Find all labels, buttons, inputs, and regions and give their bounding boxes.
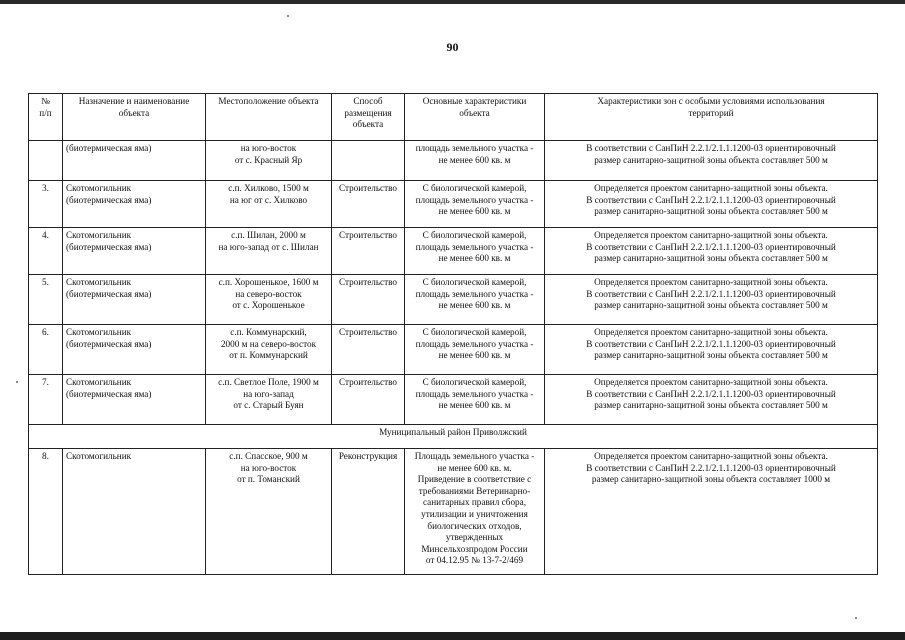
cell-name <box>63 228 206 275</box>
cell-number <box>29 325 63 375</box>
cell-line: размер санитарно-защитной зоны объекта составляет 500 м <box>594 300 828 311</box>
cell-line: размер санитарно-защитной зоны объекта составляет 500 м <box>594 400 828 411</box>
table-row <box>29 275 878 325</box>
cell-characteristics <box>405 325 545 375</box>
cell-line: Скотомогильник <box>66 377 132 387</box>
cell-line: Определяется проектом санитарно-защитной зоны объекта. <box>594 183 828 193</box>
header-line: размещения <box>344 107 392 118</box>
cell-line: В соответствии с СанПиН 2.2.1/2.1.1.1200-03 ориентировочный <box>586 462 836 473</box>
scan-speck <box>855 617 857 619</box>
cell-line: не менее 600 кв. м <box>438 350 511 361</box>
cell-characteristics <box>405 449 545 575</box>
table-row <box>29 181 878 228</box>
objects-table <box>28 93 878 575</box>
cell-line: от 04.12.95 № 13-7-2/469 <box>425 555 524 566</box>
cell-zone <box>545 275 878 325</box>
cell-line: 5. <box>42 277 49 287</box>
cell-line: С биологической камерой, <box>422 377 527 387</box>
table-row <box>29 228 878 275</box>
cell-line: не менее 600 кв. м <box>438 300 511 311</box>
cell-line: Определяется проектом санитарно-защитной зоны объекта. <box>594 277 828 287</box>
cell-location <box>206 228 332 275</box>
cell-location <box>206 275 332 325</box>
cell-line: 8. <box>42 451 49 461</box>
cell-line: размер санитарно-защитной зоны объекта составляет 500 м <box>594 350 828 361</box>
header-line: Характеристики зон с особыми условиями использования <box>597 96 825 106</box>
cell-line: на юг от с. Хилково <box>229 194 308 205</box>
table-row <box>29 375 878 425</box>
cell-method <box>332 325 405 375</box>
cell-line: не менее 600 кв. м <box>438 154 511 165</box>
cell-line: В соответствии с СанПиН 2.2.1/2.1.1.1200-03 ориентировочный <box>586 388 836 399</box>
cell-line: площадь земельного участка - <box>415 241 534 252</box>
district-row <box>29 425 878 449</box>
cell-location <box>206 375 332 425</box>
cell-line: В соответствии с СанПиН 2.2.1/2.1.1.1200-03 ориентировочный <box>586 194 836 205</box>
cell-line: 4. <box>42 230 49 240</box>
cell-line: Площадь земельного участка - <box>414 451 535 461</box>
header-method <box>332 94 405 141</box>
header-line: Назначение и наименование <box>78 96 190 106</box>
cell-line: на северо-восток <box>235 288 302 299</box>
cell-name <box>63 375 206 425</box>
cell-line: санитарных правил сбора, <box>422 497 527 508</box>
cell-line: от с. Старый Буян <box>233 400 304 411</box>
cell-characteristics <box>405 228 545 275</box>
cell-line: (биотермическая яма) <box>66 388 152 399</box>
cell-line: утвержденных <box>445 532 504 543</box>
cell-line: площадь земельного участка - <box>415 143 534 153</box>
cell-line: 2000 м на северо-восток <box>220 338 317 349</box>
cell-line: (биотермическая яма) <box>66 194 152 205</box>
cell-line: Определяется проектом санитарно-защитной зоны объекта. <box>594 377 828 387</box>
cell-method <box>332 181 405 228</box>
cell-location <box>206 449 332 575</box>
cell-line: Определяется проектом санитарно-защитной зоны объекта. <box>594 451 828 461</box>
cell-line: Строительство <box>338 327 398 337</box>
header-zone <box>545 94 878 141</box>
cell-line: размер санитарно-защитной зоны объекта составляет 1000 м <box>591 474 831 485</box>
header-line: Основные характеристики <box>422 96 527 106</box>
cell-number <box>29 449 63 575</box>
cell-line: площадь земельного участка - <box>415 338 534 349</box>
header-line: № <box>41 96 50 106</box>
scan-bottom-edge <box>0 632 905 640</box>
header-line: Способ <box>353 96 383 106</box>
cell-location <box>206 141 332 181</box>
cell-line: на юго-запад <box>243 388 294 399</box>
cell-line: Минсельхозпродом России <box>421 543 528 554</box>
cell-line: Скотомогильник <box>66 183 132 193</box>
cell-method <box>332 375 405 425</box>
cell-method <box>332 141 405 181</box>
district-heading: Муниципальный район Приволжский <box>29 425 878 449</box>
cell-line: биологических отходов, <box>427 520 522 531</box>
cell-line: (биотермическая яма) <box>66 288 152 299</box>
cell-line: от п. Коммунарский <box>229 350 308 361</box>
cell-zone <box>545 181 878 228</box>
cell-line: на юго-восток <box>240 462 297 473</box>
table-header-row <box>29 94 878 141</box>
cell-line: Строительство <box>338 277 398 287</box>
cell-name <box>63 275 206 325</box>
cell-line: площадь земельного участка - <box>415 288 534 299</box>
cell-number <box>29 228 63 275</box>
scan-speck <box>287 15 289 17</box>
header-line: территорий <box>688 107 734 118</box>
cell-characteristics <box>405 375 545 425</box>
cell-location <box>206 181 332 228</box>
cell-line: размер санитарно-защитной зоны объекта составляет 500 м <box>594 154 828 165</box>
cell-zone <box>545 325 878 375</box>
cell-line: В соответствии с СанПиН 2.2.1/2.1.1.1200-03 ориентировочный <box>586 241 836 252</box>
cell-line: (биотермическая яма) <box>66 338 152 349</box>
header-number <box>29 94 63 141</box>
cell-line: с.п. Светлое Поле, 1900 м <box>218 377 319 387</box>
table-row <box>29 325 878 375</box>
cell-line: на юго-запад от с. Шилан <box>218 241 319 252</box>
cell-line: размер санитарно-защитной зоны объекта составляет 500 м <box>594 253 828 264</box>
header-line: объекта <box>352 119 384 130</box>
cell-line: С биологической камерой, <box>422 327 527 337</box>
cell-zone <box>545 449 878 575</box>
cell-line: Определяется проектом санитарно-защитной зоны объекта. <box>594 327 828 337</box>
cell-line: Строительство <box>338 377 398 387</box>
header-name <box>63 94 206 141</box>
cell-number <box>29 275 63 325</box>
cell-line: площадь земельного участка - <box>415 388 534 399</box>
cell-line: утилизации и уничтожения <box>421 508 528 519</box>
cell-number <box>29 141 63 181</box>
cell-line: С биологической камерой, <box>422 230 527 240</box>
cell-line: Скотомогильник <box>66 327 132 337</box>
cell-method <box>332 449 405 575</box>
cell-line: Скотомогильник <box>66 451 132 461</box>
cell-line: от с. Хорошенькое <box>232 300 305 311</box>
cell-zone <box>545 141 878 181</box>
header-location <box>206 94 332 141</box>
cell-line: Скотомогильник <box>66 230 132 240</box>
cell-line: размер санитарно-защитной зоны объекта составляет 500 м <box>594 206 828 217</box>
cell-line: 7. <box>42 377 49 387</box>
cell-line: (биотермическая яма) <box>66 241 152 252</box>
cell-line: площадь земельного участка - <box>415 194 534 205</box>
cell-line: не менее 600 кв. м <box>438 253 511 264</box>
cell-line: 3. <box>42 183 49 193</box>
cell-line: с.п. Шилан, 2000 м <box>231 230 306 240</box>
cell-line: В соответствии с СанПиН 2.2.1/2.1.1.1200-03 ориентировочный <box>586 338 836 349</box>
cell-line: от п. Томанский <box>237 474 300 485</box>
cell-line: Реконструкция <box>338 451 398 461</box>
cell-line: С биологической камерой, <box>422 183 527 193</box>
table-body <box>29 141 878 575</box>
cell-line: не менее 600 кв. м. <box>437 462 512 473</box>
cell-characteristics <box>405 141 545 181</box>
cell-name <box>63 325 206 375</box>
page-number: 90 <box>446 40 459 54</box>
cell-name <box>63 449 206 575</box>
cell-name <box>63 141 206 181</box>
cell-line: В соответствии с СанПиН 2.2.1/2.1.1.1200-03 ориентировочный <box>586 288 836 299</box>
cell-line: с.п. Хорошенькое, 1600 м <box>218 277 319 287</box>
cell-line: с.п. Хилково, 1500 м <box>228 183 309 193</box>
cell-line: 6. <box>42 327 49 337</box>
cell-location <box>206 325 332 375</box>
cell-line: на юго-восток <box>240 143 297 153</box>
cell-line: С биологической камерой, <box>422 277 527 287</box>
cell-line: от с. Красный Яр <box>234 154 303 165</box>
table-row <box>29 141 878 181</box>
header-line: Местоположение объекта <box>218 96 319 106</box>
cell-line: требованиями Ветеринарно- <box>418 485 531 496</box>
cell-method <box>332 228 405 275</box>
header-characteristics <box>405 94 545 141</box>
scan-top-edge <box>0 0 905 4</box>
cell-line: с.п. Спасское, 900 м <box>229 451 308 461</box>
cell-line: не менее 600 кв. м <box>438 400 511 411</box>
cell-characteristics <box>405 275 545 325</box>
cell-number <box>29 181 63 228</box>
header-line: п/п <box>39 107 52 118</box>
cell-line: Приведение в соответствие с <box>417 474 532 485</box>
cell-line: не менее 600 кв. м <box>438 206 511 217</box>
cell-characteristics <box>405 181 545 228</box>
cell-line: Определяется проектом санитарно-защитной зоны объекта. <box>594 230 828 240</box>
scan-speck <box>16 381 18 383</box>
cell-zone <box>545 228 878 275</box>
cell-line: Скотомогильник <box>66 277 132 287</box>
header-line: объекта <box>118 107 150 118</box>
cell-number <box>29 375 63 425</box>
cell-line: (биотермическая яма) <box>66 143 152 153</box>
header-line: объекта <box>459 107 490 118</box>
cell-line: Строительство <box>338 183 398 193</box>
cell-line: Строительство <box>338 230 398 240</box>
table-row <box>29 449 878 575</box>
cell-zone <box>545 375 878 425</box>
cell-line: с.п. Коммунарский, <box>230 327 307 337</box>
cell-method <box>332 275 405 325</box>
cell-line: В соответствии с СанПиН 2.2.1/2.1.1.1200-03 ориентировочный <box>586 143 836 153</box>
cell-name <box>63 181 206 228</box>
